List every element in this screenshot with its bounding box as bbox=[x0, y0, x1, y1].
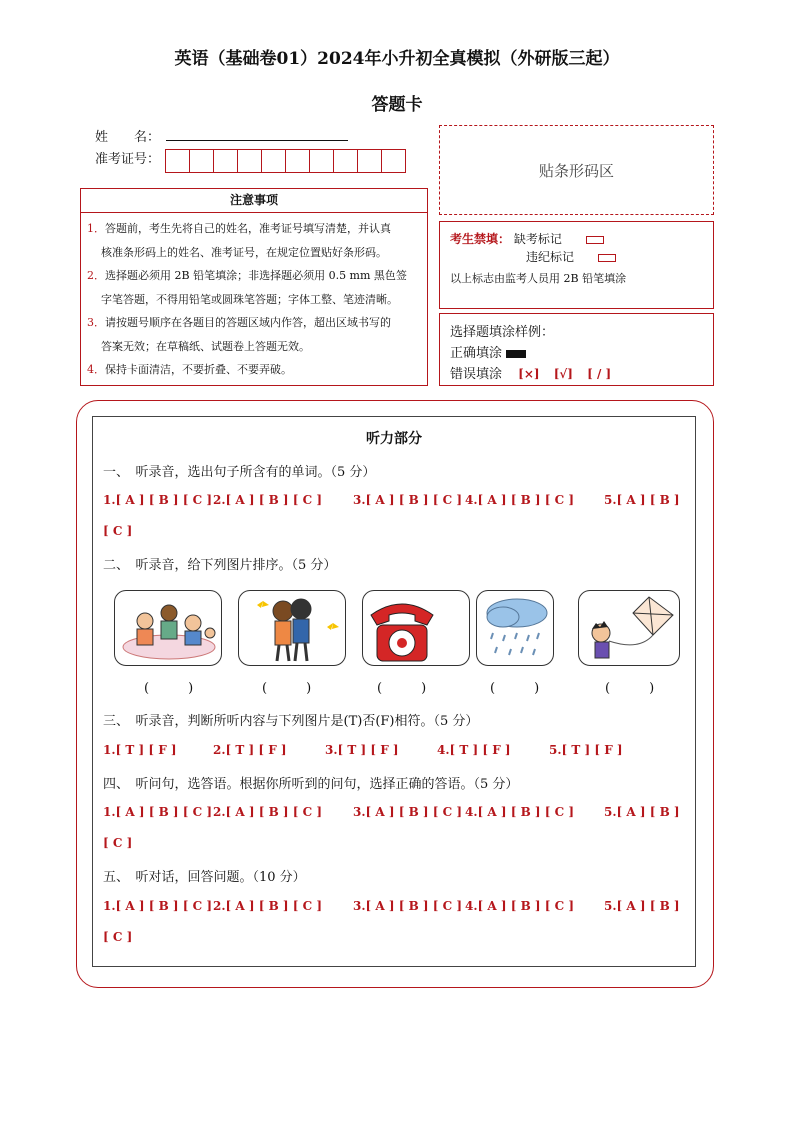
answer-choice[interactable]: [ C ] bbox=[103, 836, 133, 850]
kite-image bbox=[579, 591, 680, 666]
order-blank[interactable]: ( ) bbox=[605, 681, 655, 696]
forbid-note: 以上标志由监考人员用 2B 铅笔填涂 bbox=[450, 272, 627, 285]
absent-label: 缺考标记 bbox=[513, 232, 562, 246]
name-label: 姓 名： bbox=[95, 130, 161, 145]
sheet-subtitle: 答题卡 bbox=[371, 95, 423, 115]
order-blank[interactable]: ( ) bbox=[262, 681, 312, 696]
answer-choice[interactable]: 5.[ A ] [ B ] bbox=[604, 805, 680, 819]
order-blank[interactable]: ( ) bbox=[377, 681, 427, 696]
answer-choice[interactable]: 5.[ T ] [ F ] bbox=[549, 743, 623, 757]
answer-choice[interactable]: 3.[ A ] [ B ] [ C ] bbox=[353, 899, 463, 913]
answer-choice[interactable]: 1.[ A ] [ B ] [ C ] bbox=[103, 805, 213, 819]
notice-item: 1．答题前，考生先将自己的姓名，准考证号填写清楚，并认真 bbox=[87, 222, 391, 235]
answer-choice[interactable]: 1.[ A ] [ B ] [ C ] bbox=[103, 493, 213, 507]
order-blank[interactable]: ( ) bbox=[144, 681, 194, 696]
fill-example-box bbox=[439, 313, 714, 386]
notice-box bbox=[80, 188, 428, 386]
id-label: 准考证号： bbox=[95, 152, 161, 167]
picture-telephone bbox=[362, 590, 470, 666]
notice-item: 2．选择题必须用 2B 铅笔填涂；非选择题必须用 0.5 mm 黑色签 bbox=[87, 269, 407, 282]
answer-choice[interactable]: 4.[ A ] [ B ] [ C ] bbox=[465, 899, 575, 913]
telephone-image bbox=[363, 591, 441, 666]
section-4-heading: 四、 听问句，选答语。根据你所听到的问句，选择正确的答语。（5 分） bbox=[103, 777, 519, 792]
notice-item-cont: 字笔答题，不得用铅笔或圆珠笔答题；字体工整、笔迹清晰。 bbox=[101, 292, 398, 306]
picnic-image bbox=[115, 591, 222, 666]
answer-choice[interactable]: 4.[ A ] [ B ] [ C ] bbox=[465, 493, 575, 507]
barcode-area bbox=[439, 125, 714, 215]
picture-rain-cloud bbox=[476, 590, 554, 666]
order-blank[interactable]: ( ) bbox=[490, 681, 540, 696]
example-heading: 选择题填涂样例： bbox=[450, 325, 555, 340]
notice-item: 3．请按题号顺序在各题目的答题区域内作答，超出区域书写的 bbox=[87, 316, 391, 329]
id-cell[interactable] bbox=[165, 149, 190, 173]
id-cell[interactable] bbox=[381, 149, 406, 173]
correct-label: 正确填涂 bbox=[450, 346, 503, 361]
absent-mark-box[interactable] bbox=[586, 236, 604, 244]
violation-label: 违纪标记 bbox=[526, 250, 575, 264]
answer-choice[interactable]: 2.[ A ] [ B ] [ C ] bbox=[213, 899, 323, 913]
forbid-box bbox=[439, 221, 714, 309]
barcode-text: 贴条形码区 bbox=[538, 161, 614, 180]
sheet-title: 英语（基础卷01）2024年小升初全真模拟（外研版三起） bbox=[174, 49, 620, 69]
notice-item-cont: 核准条形码上的姓名、准考证号，在规定位置贴好条形码。 bbox=[101, 245, 387, 259]
answer-choice[interactable]: 4.[ A ] [ B ] [ C ] bbox=[465, 805, 575, 819]
notice-item: 4．保持卡面清洁，不要折叠、不要弄破。 bbox=[87, 363, 292, 376]
section-5-heading: 五、 听对话，回答问题。（10 分） bbox=[103, 870, 306, 885]
answer-choice[interactable]: 1.[ T ] [ F ] bbox=[103, 743, 177, 757]
picture-kids-butterfly bbox=[238, 590, 346, 666]
wrong-label: 错误填涂 bbox=[450, 367, 503, 382]
wrong-mark: [ / ] bbox=[587, 367, 612, 381]
answer-choice[interactable]: [ C ] bbox=[103, 930, 133, 944]
answer-choice[interactable]: 3.[ T ] [ F ] bbox=[325, 743, 399, 757]
id-cell[interactable] bbox=[357, 149, 382, 173]
answer-choice[interactable]: 1.[ A ] [ B ] [ C ] bbox=[103, 899, 213, 913]
notice-heading: 注意事项 bbox=[81, 189, 427, 213]
answer-choice[interactable]: 2.[ A ] [ B ] [ C ] bbox=[213, 805, 323, 819]
picture-boy-kite bbox=[578, 590, 680, 666]
answer-choice[interactable]: 3.[ A ] [ B ] [ C ] bbox=[353, 805, 463, 819]
answer-choice[interactable]: 3.[ A ] [ B ] [ C ] bbox=[353, 493, 463, 507]
section-2-heading: 二、 听录音，给下列图片排序。（5 分） bbox=[103, 558, 337, 573]
answer-choice[interactable]: [ C ] bbox=[103, 524, 133, 538]
filled-mark-icon bbox=[506, 350, 526, 358]
id-cell[interactable] bbox=[237, 149, 262, 173]
answer-choice[interactable]: 2.[ T ] [ F ] bbox=[213, 743, 287, 757]
answer-choice[interactable]: 4.[ T ] [ F ] bbox=[437, 743, 511, 757]
wrong-mark: [×] bbox=[518, 367, 540, 381]
rain-cloud-image bbox=[477, 591, 554, 666]
id-cell[interactable] bbox=[213, 149, 238, 173]
id-cell[interactable] bbox=[261, 149, 286, 173]
kids-image bbox=[239, 591, 346, 666]
violation-mark-box[interactable] bbox=[598, 254, 616, 262]
id-cell[interactable] bbox=[189, 149, 214, 173]
wrong-mark: [√] bbox=[553, 367, 573, 381]
listening-title: 听力部分 bbox=[366, 431, 422, 447]
name-field[interactable] bbox=[166, 140, 348, 141]
section-3-heading: 三、 听录音，判断所听内容与下列图片是(T)否(F)相符。（5 分） bbox=[103, 714, 479, 729]
forbid-label: 考生禁填： bbox=[450, 232, 511, 246]
section-1-heading: 一、 听录音，选出句子所含有的单词。（5 分） bbox=[103, 465, 376, 480]
id-cell[interactable] bbox=[285, 149, 310, 173]
picture-children-picnic bbox=[114, 590, 222, 666]
answer-choice[interactable]: 5.[ A ] [ B ] bbox=[604, 493, 680, 507]
notice-item-cont: 答案无效；在草稿纸、试题卷上答题无效。 bbox=[101, 339, 310, 353]
id-cell[interactable] bbox=[333, 149, 358, 173]
answer-choice[interactable]: 2.[ A ] [ B ] [ C ] bbox=[213, 493, 323, 507]
answer-choice[interactable]: 5.[ A ] [ B ] bbox=[604, 899, 680, 913]
id-number-cells[interactable] bbox=[165, 149, 405, 173]
id-cell[interactable] bbox=[309, 149, 334, 173]
